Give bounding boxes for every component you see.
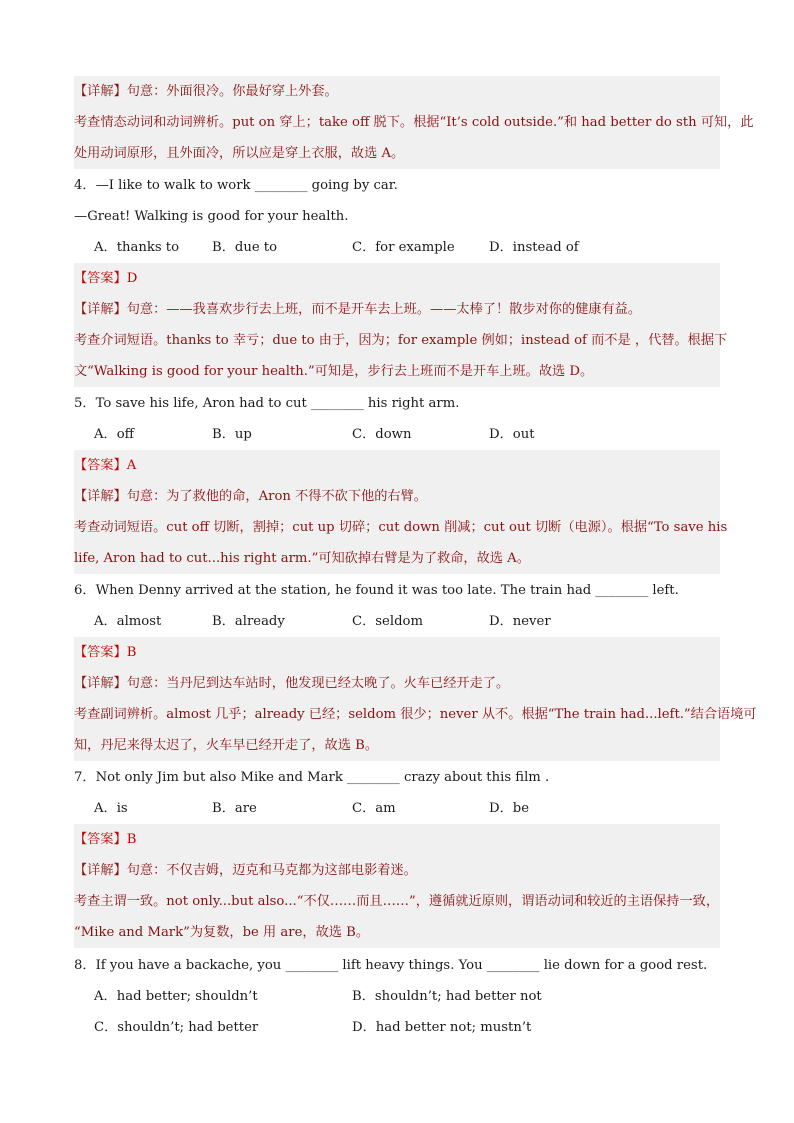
q4-answer: 【答案】D xyxy=(74,263,720,294)
q8-stem: 8．If you have a backache, you ________ lift heavy things. You ________ lie down for a good rest. xyxy=(74,958,708,973)
q6-explain-line2: 考查副词辨析。almost 几乎；already 已经；seldom 很少；never 从不。根据“The train had...left.”结合语境可 xyxy=(74,699,720,730)
q5-answer: 【答案】A xyxy=(74,450,720,481)
q5-option-a: A．off xyxy=(94,427,135,442)
q6-option-a: A．almost xyxy=(94,614,162,629)
q6-options xyxy=(74,606,720,637)
q4-explain-line2: 考查介词短语。thanks to 幸亏；due to 由于，因为；for example 例如；instead of 而不是 ，代替。根据下 xyxy=(74,325,720,356)
q8-option-a: A．had better; shouldn’t xyxy=(94,989,258,1004)
q4-stem-reply: —Great! Walking is good for your health. xyxy=(74,209,349,224)
q8-options-row2 xyxy=(74,1012,720,1043)
q4-explain-line3: 文“Walking is good for your health.”可知是，步行去上班而不是开车上班。故选 D。 xyxy=(74,356,720,387)
q8-option-c: C．shouldn’t; had better xyxy=(94,1020,259,1035)
q6-option-b: B．already xyxy=(212,614,285,629)
q5-option-d: D．out xyxy=(489,427,535,442)
q8-option-b: B．shouldn’t; had better not xyxy=(352,989,542,1004)
q6-answer: 【答案】B xyxy=(74,637,720,668)
q7-option-b: B．are xyxy=(212,801,257,816)
q6-option-c: C．seldom xyxy=(352,614,423,629)
q4-option-c: C．for example xyxy=(352,240,455,255)
q7-stem: 7．Not only Jim but also Mike and Mark ________ crazy about this film . xyxy=(74,770,550,785)
q6-stem: 6．When Denny arrived at the station, he found it was too late. The train had ________ left. xyxy=(74,583,679,598)
q5-stem: 5．To save his life, Aron had to cut ________ his right arm. xyxy=(74,396,460,411)
q7-option-a: A．is xyxy=(94,801,128,816)
q4-option-a: A．thanks to xyxy=(94,240,180,255)
q5-options xyxy=(74,419,720,450)
q6-explain-line1: 【详解】句意：当丹尼到达车站时，他发现已经太晚了。火车已经开走了。 xyxy=(74,668,720,699)
q7-explain-line3: “Mike and Mark”为复数，be 用 are，故选 B。 xyxy=(74,917,720,948)
q4-option-b: B．due to xyxy=(212,240,278,255)
q4-explain-line1: 【详解】句意：——我喜欢步行去上班，而不是开车去上班。——太棒了！散步对你的健康有益。 xyxy=(74,294,720,325)
q4-stem: 4．—I like to walk to work ________ going by car. xyxy=(74,178,398,193)
q4-option-d: D．instead of xyxy=(489,240,579,255)
q7-explain-line1: 【详解】句意：不仅吉姆，迈克和马克都为这部电影着迷。 xyxy=(74,855,720,886)
q7-answer: 【答案】B xyxy=(74,824,720,855)
q8-options-row1 xyxy=(74,981,720,1012)
q8-option-d: D．had better not; mustn’t xyxy=(352,1020,532,1035)
q5-explain-line3: life, Aron had to cut...his right arm.”可知砍掉右臂是为了救命，故选 A。 xyxy=(74,543,720,574)
q7-option-d: D．be xyxy=(489,801,530,816)
q7-option-c: C．am xyxy=(352,801,396,816)
q7-options xyxy=(74,793,720,824)
q5-explain-line1: 【详解】句意：为了救他的命，Aron 不得不砍下他的右臂。 xyxy=(74,481,720,512)
q5-option-c: C．down xyxy=(352,427,412,442)
q3-explain-line3: 处用动词原形，且外面冷，所以应是穿上衣服，故选 A。 xyxy=(74,138,720,169)
q6-option-d: D．never xyxy=(489,614,551,629)
q6-explain-line3: 知，丹尼来得太迟了，火车早已经开走了，故选 B。 xyxy=(74,730,720,761)
q7-explain-line2: 考查主谓一致。not only...but also...“不仅……而且……”，遵循就近原则，谓语动词和较近的主语保持一致， xyxy=(74,886,720,917)
q5-explain-line2: 考查动词短语。cut off 切断，割掉；cut up 切碎；cut down 削减；cut out 切断（电源）。根据“To save his xyxy=(74,512,720,543)
q4-options xyxy=(74,232,720,263)
q3-explain-line1: 【详解】句意：外面很冷。你最好穿上外套。 xyxy=(74,76,720,107)
q5-option-b: B．up xyxy=(212,427,252,442)
q3-explain-line2: 考查情态动词和动词辨析。put on 穿上；take off 脱下。根据“It’s cold outside.”和 had better do sth 可知，此 xyxy=(74,107,720,138)
